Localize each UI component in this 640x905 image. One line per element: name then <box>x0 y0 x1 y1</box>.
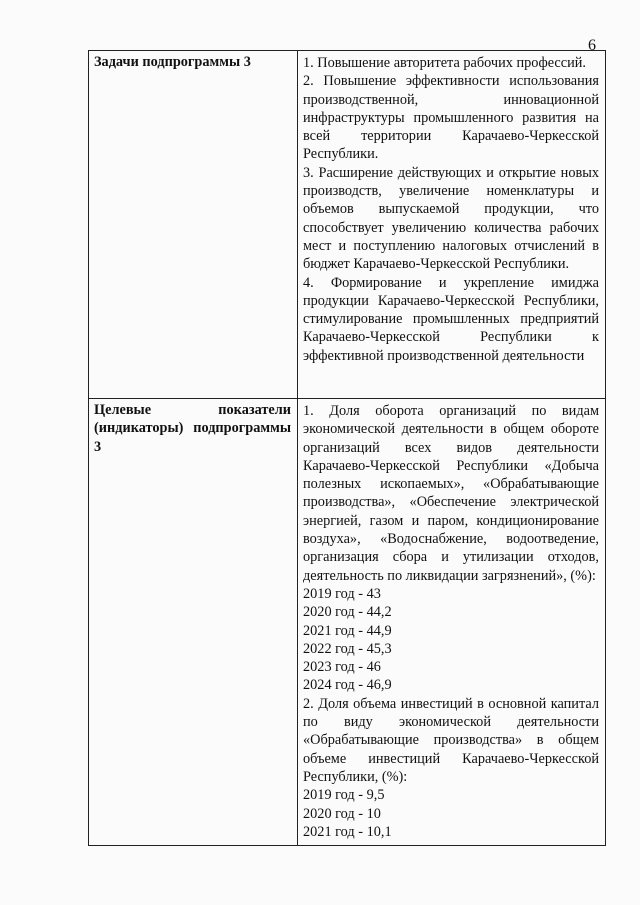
task-item: 1. Повышение авторитета рабочих профессий. <box>303 55 586 71</box>
row-label-tasks: Задачи подпрограммы 3 <box>89 51 298 399</box>
indicator-1-text: 1. Доля оборота организаций по видам экономической деятельности в общем обороте организаций всех видов деятельности Карачаево-Черкесской Республики «Добыча полезных ископаемых», «Обрабатывающие производства», «Обеспечение электрической энергией, газом и паром, кондиционирование воздуха», «Водоснабжение, водоотведение, организация сбора и утилизации отходов, деятельность по ликвидации загрязнений», (%): <box>303 403 599 584</box>
task-item: 4. Формирование и укрепление имиджа продукции Карачаево-Черкесской Республики, стимулирование промышленных предприятий Карачаево-Черкесской Республики к эффективной производственной деятельности <box>303 274 599 364</box>
row-value-tasks <box>298 51 606 399</box>
indicator-value: 2020 год - 10 <box>303 805 381 822</box>
indicator-value: 2019 год - 43 <box>303 585 381 602</box>
task-item: 3. Расширение действующих и открытие новых производств, увеличение номенклатуры и объемов выпускаемой продукции, что способствует увеличению количества рабочих мест и поступлению налоговых отчислений в бюджет Карачаево-Черкесской Республики. <box>303 164 599 273</box>
indicator-value: 2021 год - 10,1 <box>303 823 392 840</box>
indicator-value: 2024 год - 46,9 <box>303 677 392 694</box>
table-row <box>89 399 606 846</box>
task-item: 2. Повышение эффективности использования производственной, инновационной инфраструктуры промышленного развития на всей территории Карачаево-Черкесской Республики. <box>303 73 599 163</box>
indicator-value: 2021 год - 44,9 <box>303 622 392 639</box>
indicator-value: 2022 год - 45,3 <box>303 640 392 657</box>
table-row <box>89 51 606 399</box>
subprogram-passport-table <box>88 50 606 846</box>
indicator-value: 2023 год - 46 <box>303 659 381 676</box>
indicator-value: 2020 год - 44,2 <box>303 604 392 621</box>
row-label-indicators: Целевые показатели (индикаторы) подпрограммы 3 <box>89 399 298 846</box>
row-value-indicators <box>298 399 606 846</box>
page-number: 6 <box>588 37 596 54</box>
indicator-value: 2019 год - 9,5 <box>303 787 385 804</box>
indicator-2-text: 2. Доля объема инвестиций в основной капитал по виду экономической деятельности «Обрабатывающие производства» в общем объеме инвестиций Карачаево-Черкесской Республики, (%): <box>303 695 599 785</box>
